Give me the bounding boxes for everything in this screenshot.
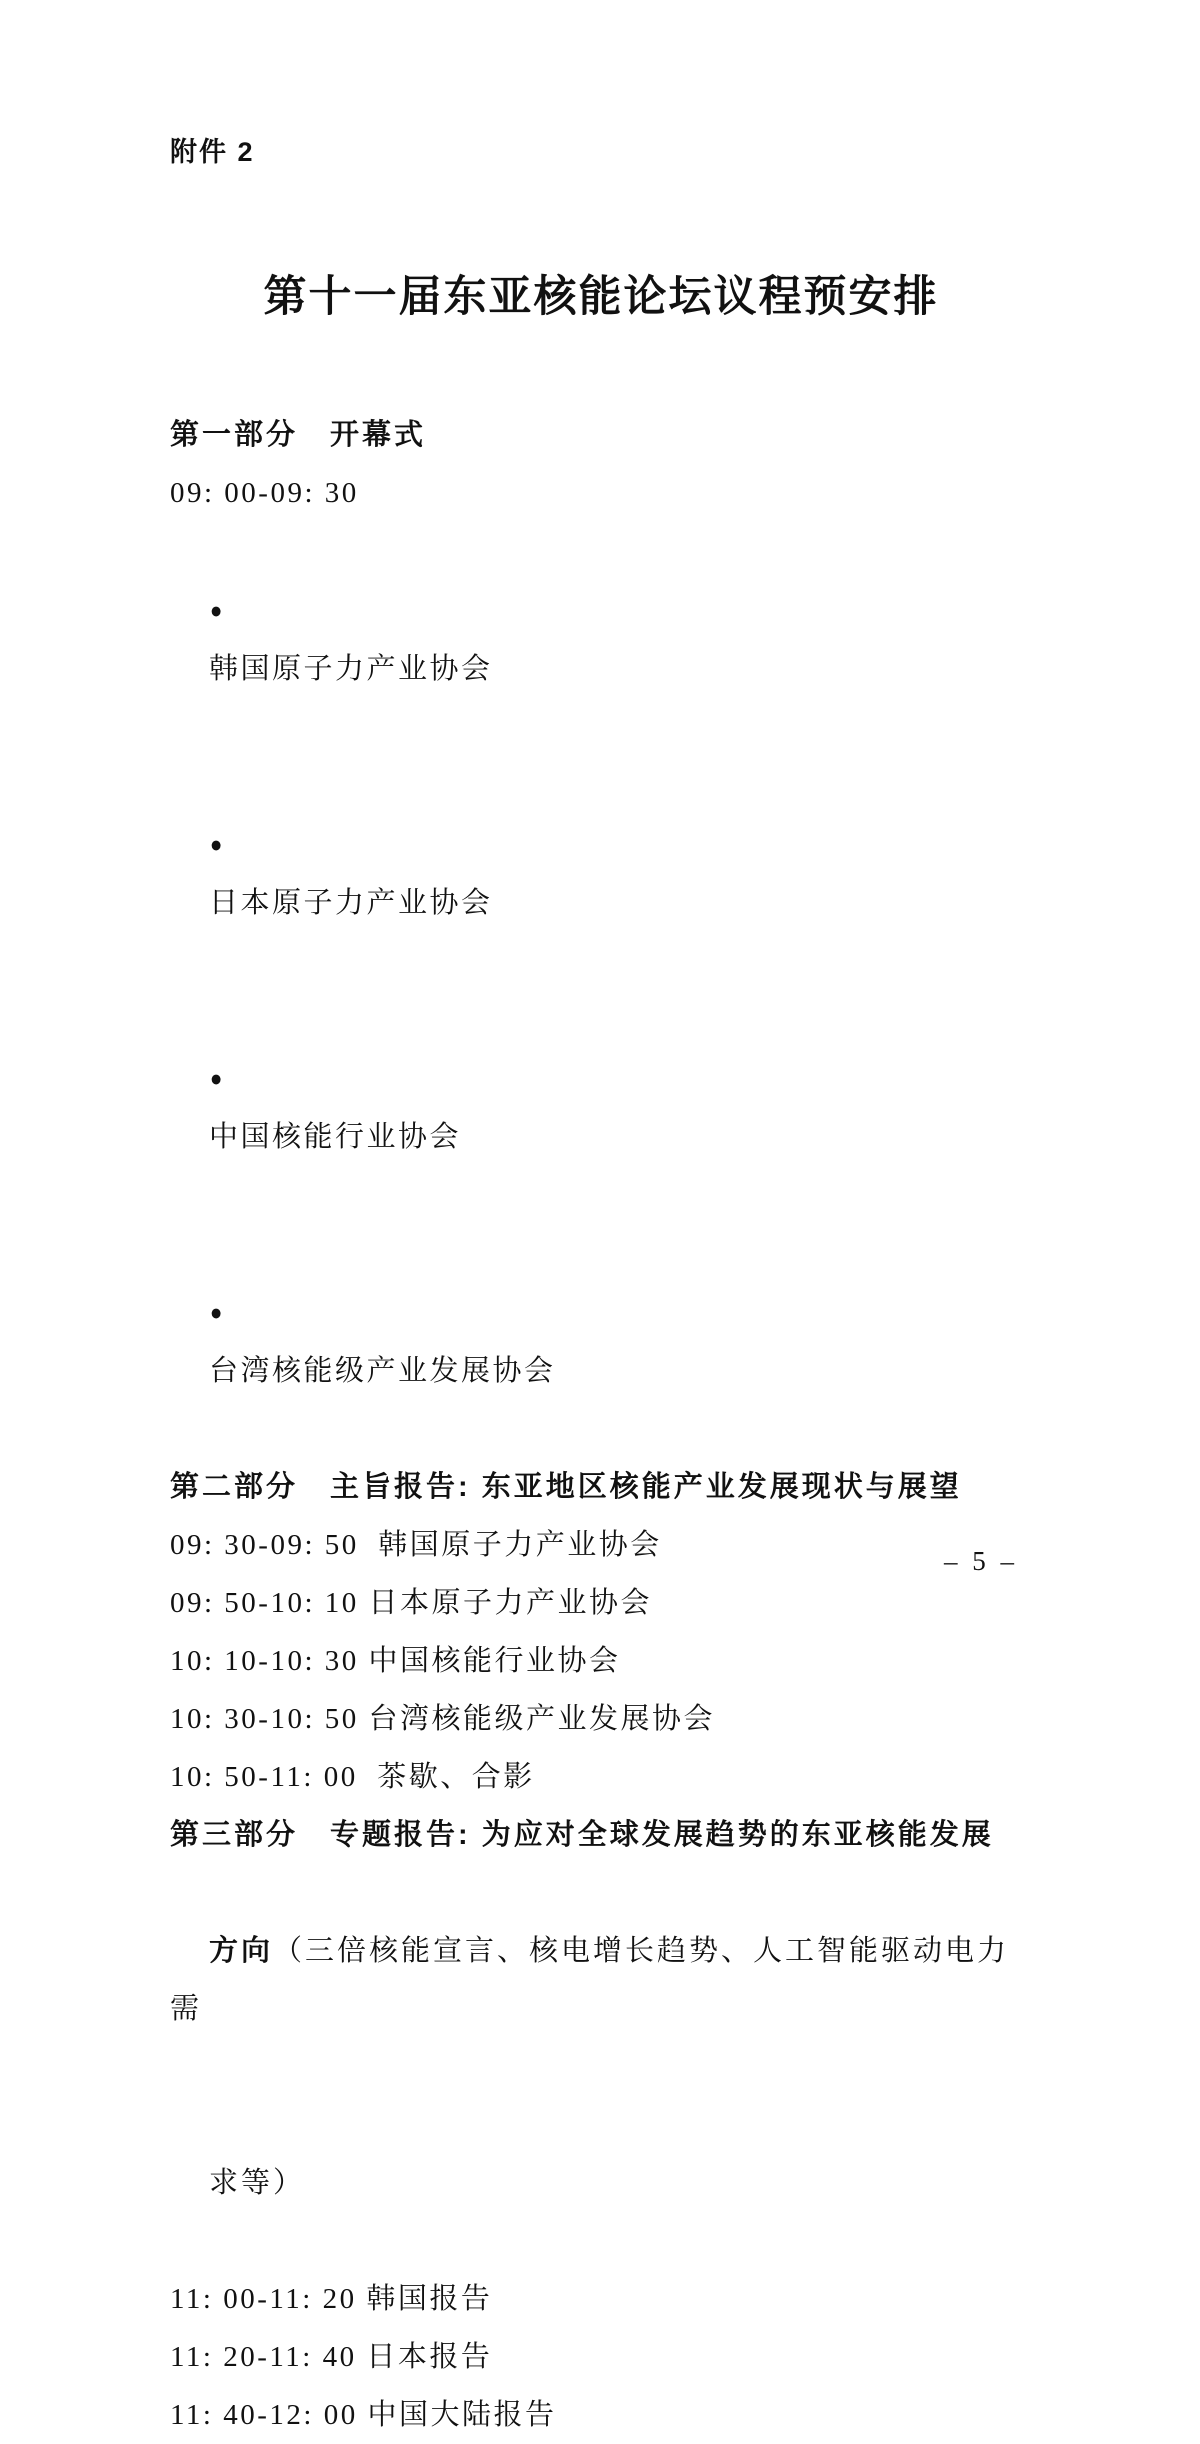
list-item-label: 中国核能行业协会 xyxy=(209,1121,462,1153)
agenda-item: 11: 20-11: 40 日本报告 xyxy=(170,2341,493,2373)
agenda-item: 09: 30-09: 50 韩国原子力产业协会 xyxy=(170,1529,662,1561)
agenda-item: 10: 10-10: 30 中国核能行业协会 xyxy=(170,1645,621,1677)
section-1-heading: 第一部分 开幕式 xyxy=(170,419,427,451)
agenda-item: 10: 50-11: 00 茶歇、合影 xyxy=(170,1761,535,1793)
document-page xyxy=(170,0,1032,2444)
bullet-icon: ● xyxy=(209,1300,225,1325)
attachment-label: 附件 2 xyxy=(170,137,255,167)
section-3-heading-bold: 方向 xyxy=(209,1935,274,1967)
page-title: 第十一届东亚核能论坛议程预安排 xyxy=(263,274,939,321)
list-item xyxy=(170,990,1032,1224)
page-number: – 5 – xyxy=(944,1546,1018,1576)
section-3-heading-line2 xyxy=(170,1864,1032,2096)
section-3-heading-line1: 第三部分 专题报告: 为应对全球发展趋势的东亚核能发展 xyxy=(170,1819,994,1851)
list-item xyxy=(170,1224,1032,1458)
list-item-label: 日本原子力产业协会 xyxy=(209,887,493,919)
bullet-icon: ● xyxy=(209,1066,225,1091)
bullet-icon: ● xyxy=(209,598,225,623)
list-item-label: 台湾核能级产业发展协会 xyxy=(209,1355,556,1387)
section-3-heading-paren-end: 求等） xyxy=(209,2167,306,2199)
agenda-item: 11: 40-12: 00 中国大陆报告 xyxy=(170,2399,557,2431)
section-3-heading-paren: （三倍核能宣言、核电增长趋势、人工智能驱动电力需 xyxy=(170,1935,1010,2025)
section-1-time: 09: 00-09: 30 xyxy=(170,477,359,509)
section-3-heading-line3 xyxy=(170,2096,1032,2270)
agenda-item: 09: 50-10: 10 日本原子力产业协会 xyxy=(170,1587,653,1619)
agenda-item: 11: 00-11: 20 韩国报告 xyxy=(170,2283,493,2315)
list-item-label: 韩国原子力产业协会 xyxy=(209,653,493,685)
list-item xyxy=(170,756,1032,990)
agenda-item: 10: 30-10: 50 台湾核能级产业发展协会 xyxy=(170,1703,716,1735)
section-2-heading: 第二部分 主旨报告: 东亚地区核能产业发展现状与展望 xyxy=(170,1471,962,1503)
bullet-icon: ● xyxy=(209,832,225,857)
list-item xyxy=(170,522,1032,756)
